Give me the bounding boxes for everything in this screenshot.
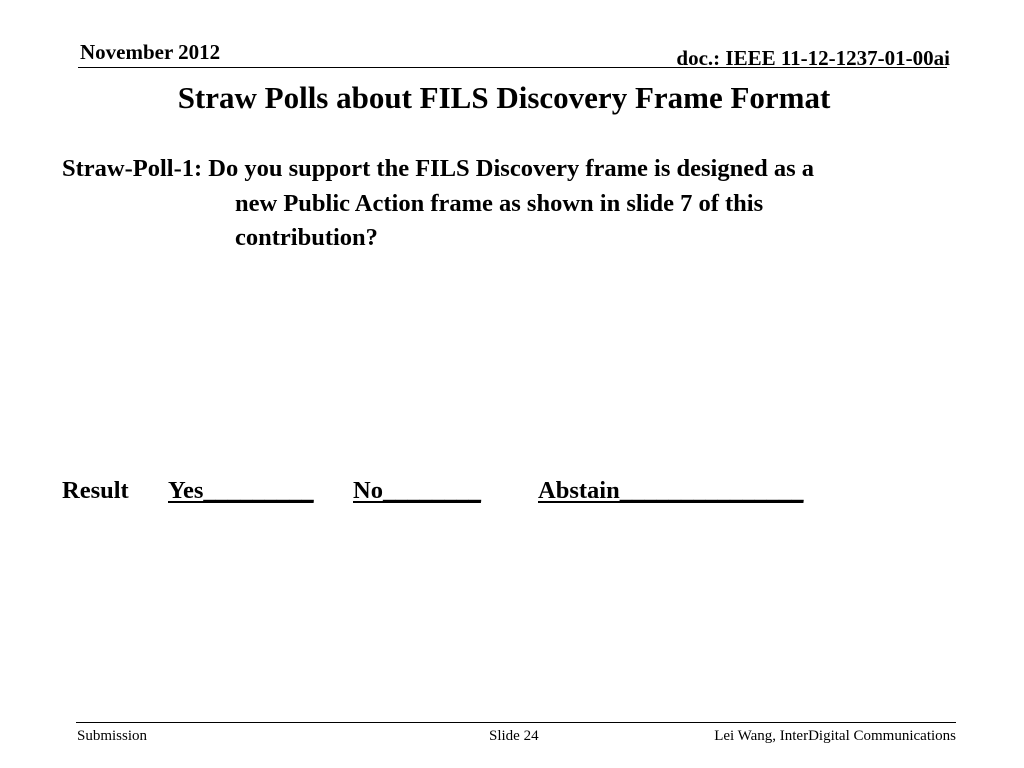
poll-line-3: contribution? <box>235 224 378 251</box>
result-label: Result <box>62 477 129 504</box>
straw-poll-question <box>62 152 962 256</box>
result-no: No________ <box>353 477 481 504</box>
header-doc-id: doc.: IEEE 11-12-1237-01-00ai <box>676 46 950 70</box>
poll-line-1 <box>62 152 962 187</box>
footer-divider <box>76 722 956 723</box>
header-date: November 2012 <box>80 40 221 64</box>
poll-text-1: Do you support the FILS Discovery frame is designed as a <box>208 155 815 182</box>
header-divider <box>78 67 947 68</box>
footer-slide-number: Slide 24 <box>489 728 539 744</box>
footer-author: Lei Wang, InterDigital Communications <box>714 728 956 744</box>
poll-label: Straw-Poll-1: <box>62 155 209 182</box>
footer-submission: Submission <box>77 728 148 744</box>
result-yes: Yes_________ <box>168 477 314 504</box>
poll-line-2: new Public Action frame as shown in slide 7 of this <box>235 189 764 217</box>
slide-title: Straw Polls about FILS Discovery Frame Format <box>177 80 831 115</box>
result-abstain: Abstain_______________ <box>538 477 804 504</box>
